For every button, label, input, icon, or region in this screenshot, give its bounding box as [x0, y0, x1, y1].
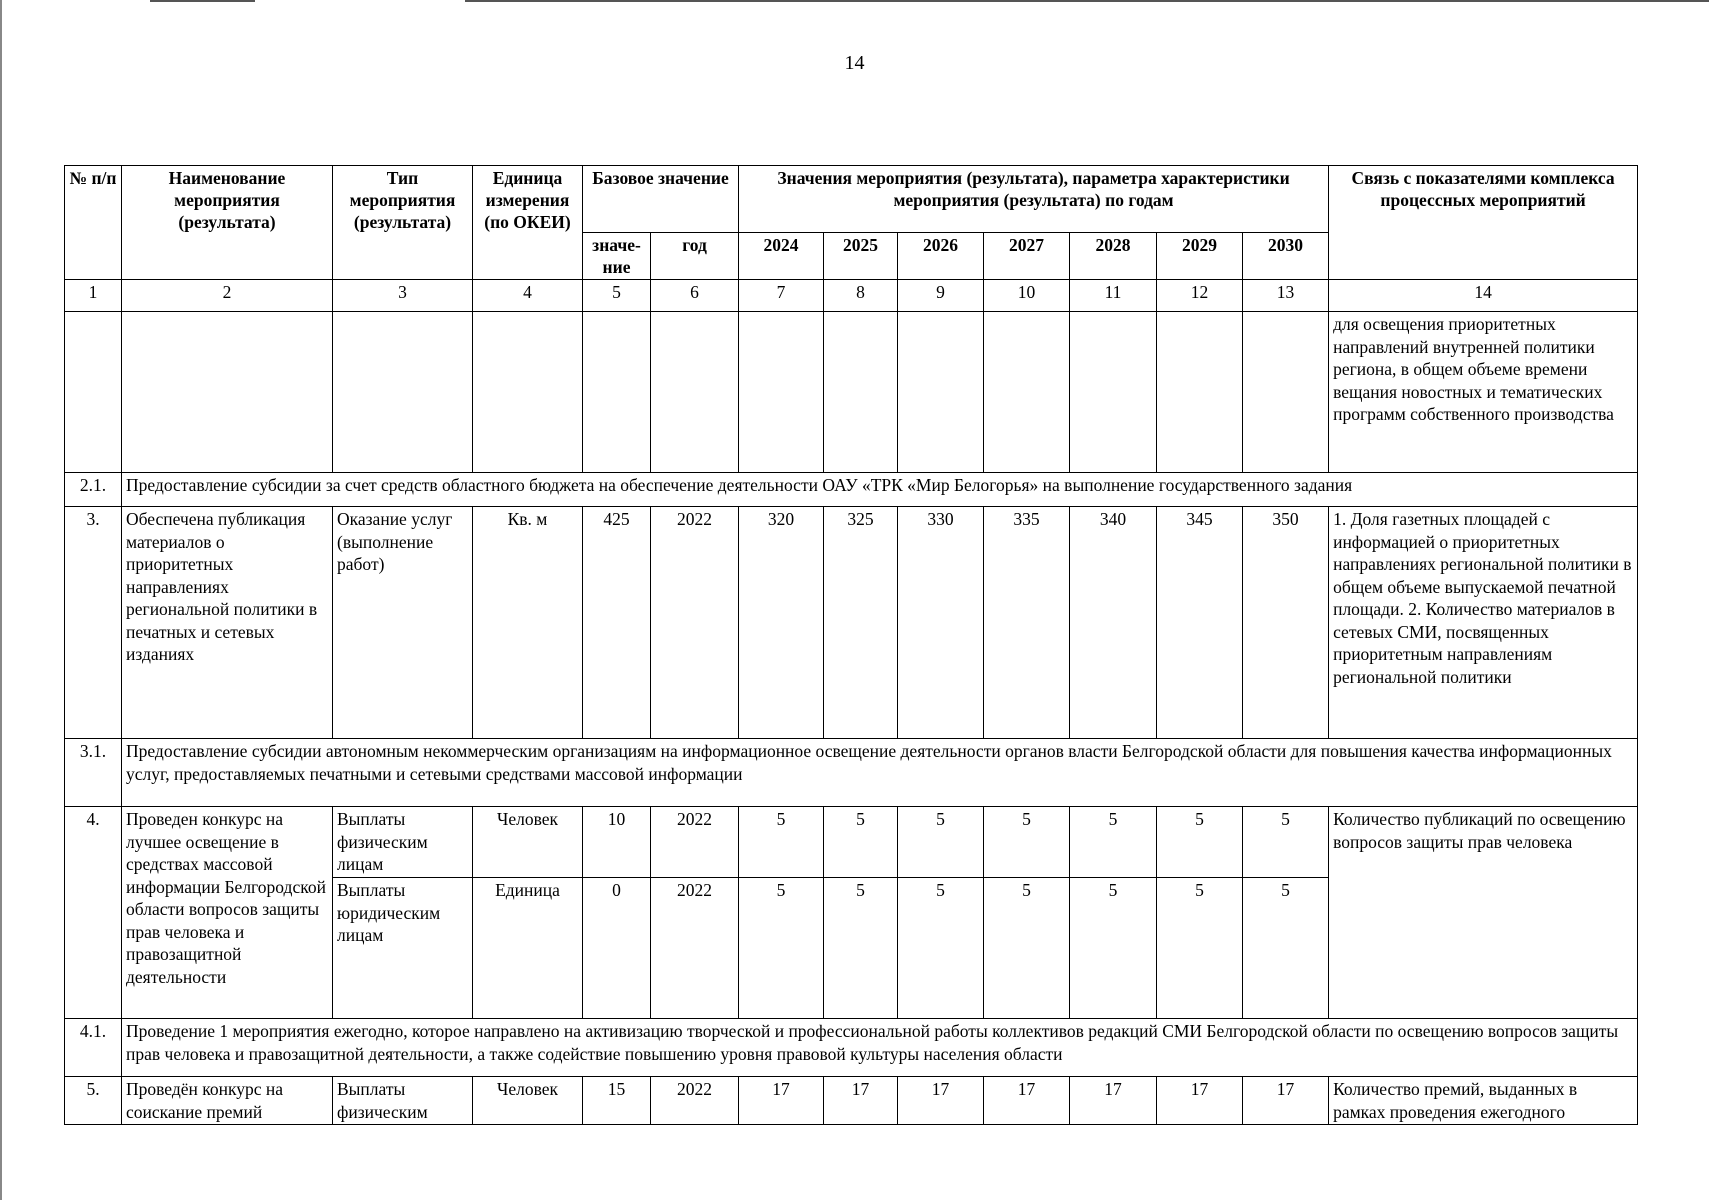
year-value: 5 — [1243, 807, 1329, 878]
table-row-2-1 — [65, 473, 1638, 507]
task-description: Проведение 1 мероприятия ежегодно, которое направлено на активизацию творческой и профессиональной работы коллективов редакций СМИ Белгородской области по освещению вопросов защиты прав человека и правозащитной деятельности, а также содействие повышению уровня правовой культуры населения области — [122, 1019, 1638, 1077]
table-row-continuation — [65, 312, 1638, 473]
measure-unit: Единица — [473, 878, 583, 1019]
header-year: 2024 — [739, 233, 824, 280]
header-link: Связь с показателями комплекса процессных мероприятий — [1329, 166, 1638, 280]
measure-name: Проведен конкурс на лучшее освещение в средствах массовой информации Белгородской области вопросов защиты прав человека и правозащитной деятельности — [122, 807, 333, 1019]
header-base-value: значе-ние — [583, 233, 651, 280]
year-value: 5 — [1070, 878, 1157, 1019]
year-value: 320 — [739, 507, 824, 739]
year-value: 5 — [1070, 807, 1157, 878]
measure-name: Проведён конкурс на соискание премий — [122, 1077, 333, 1125]
column-number: 5 — [583, 280, 651, 312]
header-year: 2028 — [1070, 233, 1157, 280]
header-year: 2025 — [824, 233, 898, 280]
year-value: 5 — [984, 807, 1070, 878]
column-numbers-row — [65, 280, 1638, 312]
base-year: 2022 — [651, 1077, 739, 1125]
column-number: 1 — [65, 280, 122, 312]
column-number: 13 — [1243, 280, 1329, 312]
row-number: 2.1. — [65, 473, 122, 507]
year-value: 17 — [1070, 1077, 1157, 1125]
column-number: 14 — [1329, 280, 1638, 312]
column-number: 8 — [824, 280, 898, 312]
measure-type: Выплаты физическим лицам — [333, 807, 473, 878]
row-number: 4. — [65, 807, 122, 1019]
year-value: 335 — [984, 507, 1070, 739]
header-name: Наименование мероприятия (результата) — [122, 166, 333, 280]
link-cell: 1. Доля газетных площадей с информацией о приоритетных направлениях региональной политики в общем объеме выпускаемой печатной площади. 2. Количество материалов в сетевых СМИ, посвященных приоритетным направлениям региональной политики — [1329, 507, 1638, 739]
row-number: 3. — [65, 507, 122, 739]
header-year: 2030 — [1243, 233, 1329, 280]
table-row-3-1 — [65, 739, 1638, 807]
column-number: 9 — [898, 280, 984, 312]
header-values: Значения мероприятия (результата), параметра характеристики мероприятия (результата) по годам — [739, 166, 1329, 233]
year-value: 5 — [984, 878, 1070, 1019]
table-row-3 — [65, 507, 1638, 739]
year-value: 17 — [898, 1077, 984, 1125]
year-value: 325 — [824, 507, 898, 739]
header-year: 2027 — [984, 233, 1070, 280]
year-value: 340 — [1070, 507, 1157, 739]
base-year: 2022 — [651, 878, 739, 1019]
base-value: 10 — [583, 807, 651, 878]
scan-edge-top-left — [150, 0, 255, 2]
year-value: 5 — [739, 878, 824, 1019]
task-description: Предоставление субсидии за счет средств областного бюджета на обеспечение деятельности ОАУ «ТРК «Мир Белогорья» на выполнение государственного задания — [122, 473, 1638, 507]
measure-type: Выплаты физическим — [333, 1077, 473, 1125]
measures-table — [64, 165, 1638, 1125]
link-cell: Количество публикаций по освещению вопросов защиты прав человека — [1329, 807, 1638, 1019]
column-number: 3 — [333, 280, 473, 312]
base-value: 425 — [583, 507, 651, 739]
year-value: 17 — [1157, 1077, 1243, 1125]
year-value: 345 — [1157, 507, 1243, 739]
column-number: 7 — [739, 280, 824, 312]
year-value: 5 — [1157, 878, 1243, 1019]
table-row-4a — [65, 807, 1638, 878]
measure-unit: Человек — [473, 1077, 583, 1125]
year-value: 5 — [1157, 807, 1243, 878]
year-value: 17 — [984, 1077, 1070, 1125]
year-value: 5 — [898, 807, 984, 878]
base-year: 2022 — [651, 507, 739, 739]
header-type: Тип мероприятия (результата) — [333, 166, 473, 280]
measure-unit: Кв. м — [473, 507, 583, 739]
page-number: 14 — [844, 52, 865, 74]
measure-unit: Человек — [473, 807, 583, 878]
header-year: 2026 — [898, 233, 984, 280]
year-value: 5 — [1243, 878, 1329, 1019]
year-value: 17 — [1243, 1077, 1329, 1125]
year-value: 5 — [739, 807, 824, 878]
header-year: 2029 — [1157, 233, 1243, 280]
link-cell: Количество премий, выданных в рамках проведения ежегодного — [1329, 1077, 1638, 1125]
base-year: 2022 — [651, 807, 739, 878]
year-value: 350 — [1243, 507, 1329, 739]
measure-type: Выплаты юридическим лицам — [333, 878, 473, 1019]
scan-edge-top-right — [465, 0, 1709, 2]
base-value: 0 — [583, 878, 651, 1019]
column-number: 11 — [1070, 280, 1157, 312]
row-number: 4.1. — [65, 1019, 122, 1077]
header-unit: Единица измерения (по ОКЕИ) — [473, 166, 583, 280]
task-description: Предоставление субсидии автономным некоммерческим организациям на информационное освещение деятельности органов власти Белгородской области для повышения качества информационных услуг, предоставляемых печатными и сетевыми средствами массовой информации — [122, 739, 1638, 807]
scan-edge-left — [0, 0, 2, 1200]
row-number: 3.1. — [65, 739, 122, 807]
year-value: 5 — [824, 878, 898, 1019]
header-base-year: год — [651, 233, 739, 280]
header-row-1 — [65, 166, 1638, 233]
year-value: 17 — [824, 1077, 898, 1125]
table-row-5 — [65, 1077, 1638, 1125]
year-value: 5 — [824, 807, 898, 878]
table-row-4-1 — [65, 1019, 1638, 1077]
year-value: 5 — [898, 878, 984, 1019]
row-number: 5. — [65, 1077, 122, 1125]
column-number: 6 — [651, 280, 739, 312]
year-value: 17 — [739, 1077, 824, 1125]
year-value: 330 — [898, 507, 984, 739]
header-base: Базовое значение — [583, 166, 739, 233]
base-value: 15 — [583, 1077, 651, 1125]
header-num: № п/п — [65, 166, 122, 280]
link-cell: для освещения приоритетных направлений внутренней политики региона, в общем объеме времени вещания новостных и тематических программ собственного производства — [1329, 312, 1638, 473]
measure-name: Обеспечена публикация материалов о приоритетных направлениях региональной политики в печатных и сетевых изданиях — [122, 507, 333, 739]
measure-type: Оказание услуг (выполнение работ) — [333, 507, 473, 739]
column-number: 10 — [984, 280, 1070, 312]
column-number: 4 — [473, 280, 583, 312]
column-number: 12 — [1157, 280, 1243, 312]
column-number: 2 — [122, 280, 333, 312]
